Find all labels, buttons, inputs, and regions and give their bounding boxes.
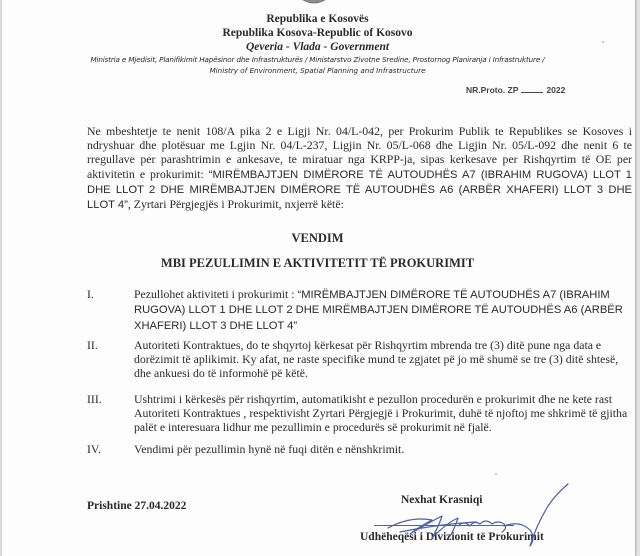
handwritten-signature-icon — [380, 476, 580, 556]
intro-text-after: , Zyrtari Përgjegjës i Prokurimit, nxjerrë këtë: — [127, 197, 344, 212]
intro-text-before: Ne mbeshtetje te nenit 108/A pika 2 e Ligji Nr. 04/L-042, per Prokurim Publik te Republikes se Kosoves i ndryshuar dhe plotësuar me Lgjin Nr. 04/L-237, Ligjin Nr. 05/L-068 dhe Ligjin Nr. 05/L-092 dhe nenit 6 te rregullave per parashtrimin e ankesave, te miratuar nga KRPP-ja, sipas kerkesave per Rishqyrtim të OE per aktivitetin e prokurimit: — [87, 124, 632, 181]
protocol-number — [466, 84, 565, 95]
decision-item — [87, 287, 632, 333]
decision-title: VENDIM — [291, 231, 344, 245]
header-ministry-english: Ministry of Environment, Spatial Planning and Infrastructure — [209, 66, 426, 75]
item-activity-title: “MIRËMBAJTJEN DIMËRORE TË AUTOUDHËS A7 (IBRAHIM RUGOVA) LLOT 1 DHE LLOT 2 DHE MIRËMBAJTJEN DIMËRORE TË AUTOUDHËS A6 (ARBËR XHAFERI) LLOT 3 DHE LLOT 4” — [134, 289, 623, 332]
protocol-blank — [521, 84, 543, 93]
signer-role: Udhëheqësi i Divizionit të Prokurimit — [360, 531, 544, 543]
item-text — [134, 287, 632, 333]
item-lead: Pezullohet aktiviteti i prokurimit : — [134, 287, 298, 301]
page-edge — [0, 0, 2, 556]
scan-speck — [495, 473, 497, 475]
scan-speck — [602, 41, 604, 43]
decision-subject: MBI PEZULLIMIN E AKTIVITETIT TË PROKURIMIT — [160, 256, 475, 270]
protocol-year: 2022 — [546, 85, 566, 95]
item-text: Autoriteti Kontraktues, do te shqyrtoj kërkesat për Rishqyrtim mbrenda tre (3) ditë pune nga data e dorëzimit të aplikimit. Ky afat, ne raste specifike mund te zgjatet pë jo më shumë se tre (3) ditë shtesë, dhe ankuesi do të informohë pë këtë. — [134, 338, 619, 381]
signer-name: Nexhat Krasniqi — [401, 494, 483, 506]
intro-paragraph — [87, 124, 632, 212]
coat-of-arms-icon — [296, 0, 332, 6]
place-and-date: Prishtine 27.04.2022 — [87, 500, 187, 512]
decision-item — [87, 442, 632, 456]
header-government: Qeveria - Vlada - Government — [245, 41, 390, 53]
header-republic-albanian: Republika e Kosovës — [266, 13, 369, 25]
item-number: III. — [87, 392, 102, 406]
decision-item — [87, 338, 632, 381]
item-number: II. — [87, 338, 98, 352]
header-republic-multilingual: Republika Kosova-Republic of Kosovo — [222, 27, 413, 39]
item-number: IV. — [87, 442, 101, 456]
item-number: I. — [87, 287, 94, 301]
decision-item — [87, 392, 632, 435]
protocol-label: NR.Proto. ZP — [466, 85, 519, 95]
intro-activity-title: “MIRËMBAJTJEN DIMËRORE TË AUTOUDHËS A7 (IBRAHIM RUGOVA) LLOT 1 DHE LLOT 2 DHE MIRËMBAJTJEN DIMËRORE TË AUTOUDHËS A6 (ARBËR XHAFERI) LLOT 3 DHE LLOT 4” — [87, 168, 632, 212]
header-ministry-multilingual: Ministria e Mjedisit, Planifikimit Hapësinor dhe Infrastrukturës / Ministarstvo Zivotne Sredine, Prostornog Planiranja i Infrastrukture / — [90, 55, 545, 64]
item-text: Vendimi për pezullimin hynë në fuqi ditën e nënshkrimit. — [134, 442, 405, 456]
item-text: Ushtrimi i kërkesës për rishqyrtim, automatikisht e pezullon procedurën e prokurimit dhe ne kete rast Autoriteti Kontraktues , respektivisht Zyrtari Përgjegjë i Prokurimit, duhë të njoftoj me shkrimë të gjitha palët e interesuara lidhur me pezullimin e procedurës së prokurimit në fjalë. — [134, 392, 628, 435]
